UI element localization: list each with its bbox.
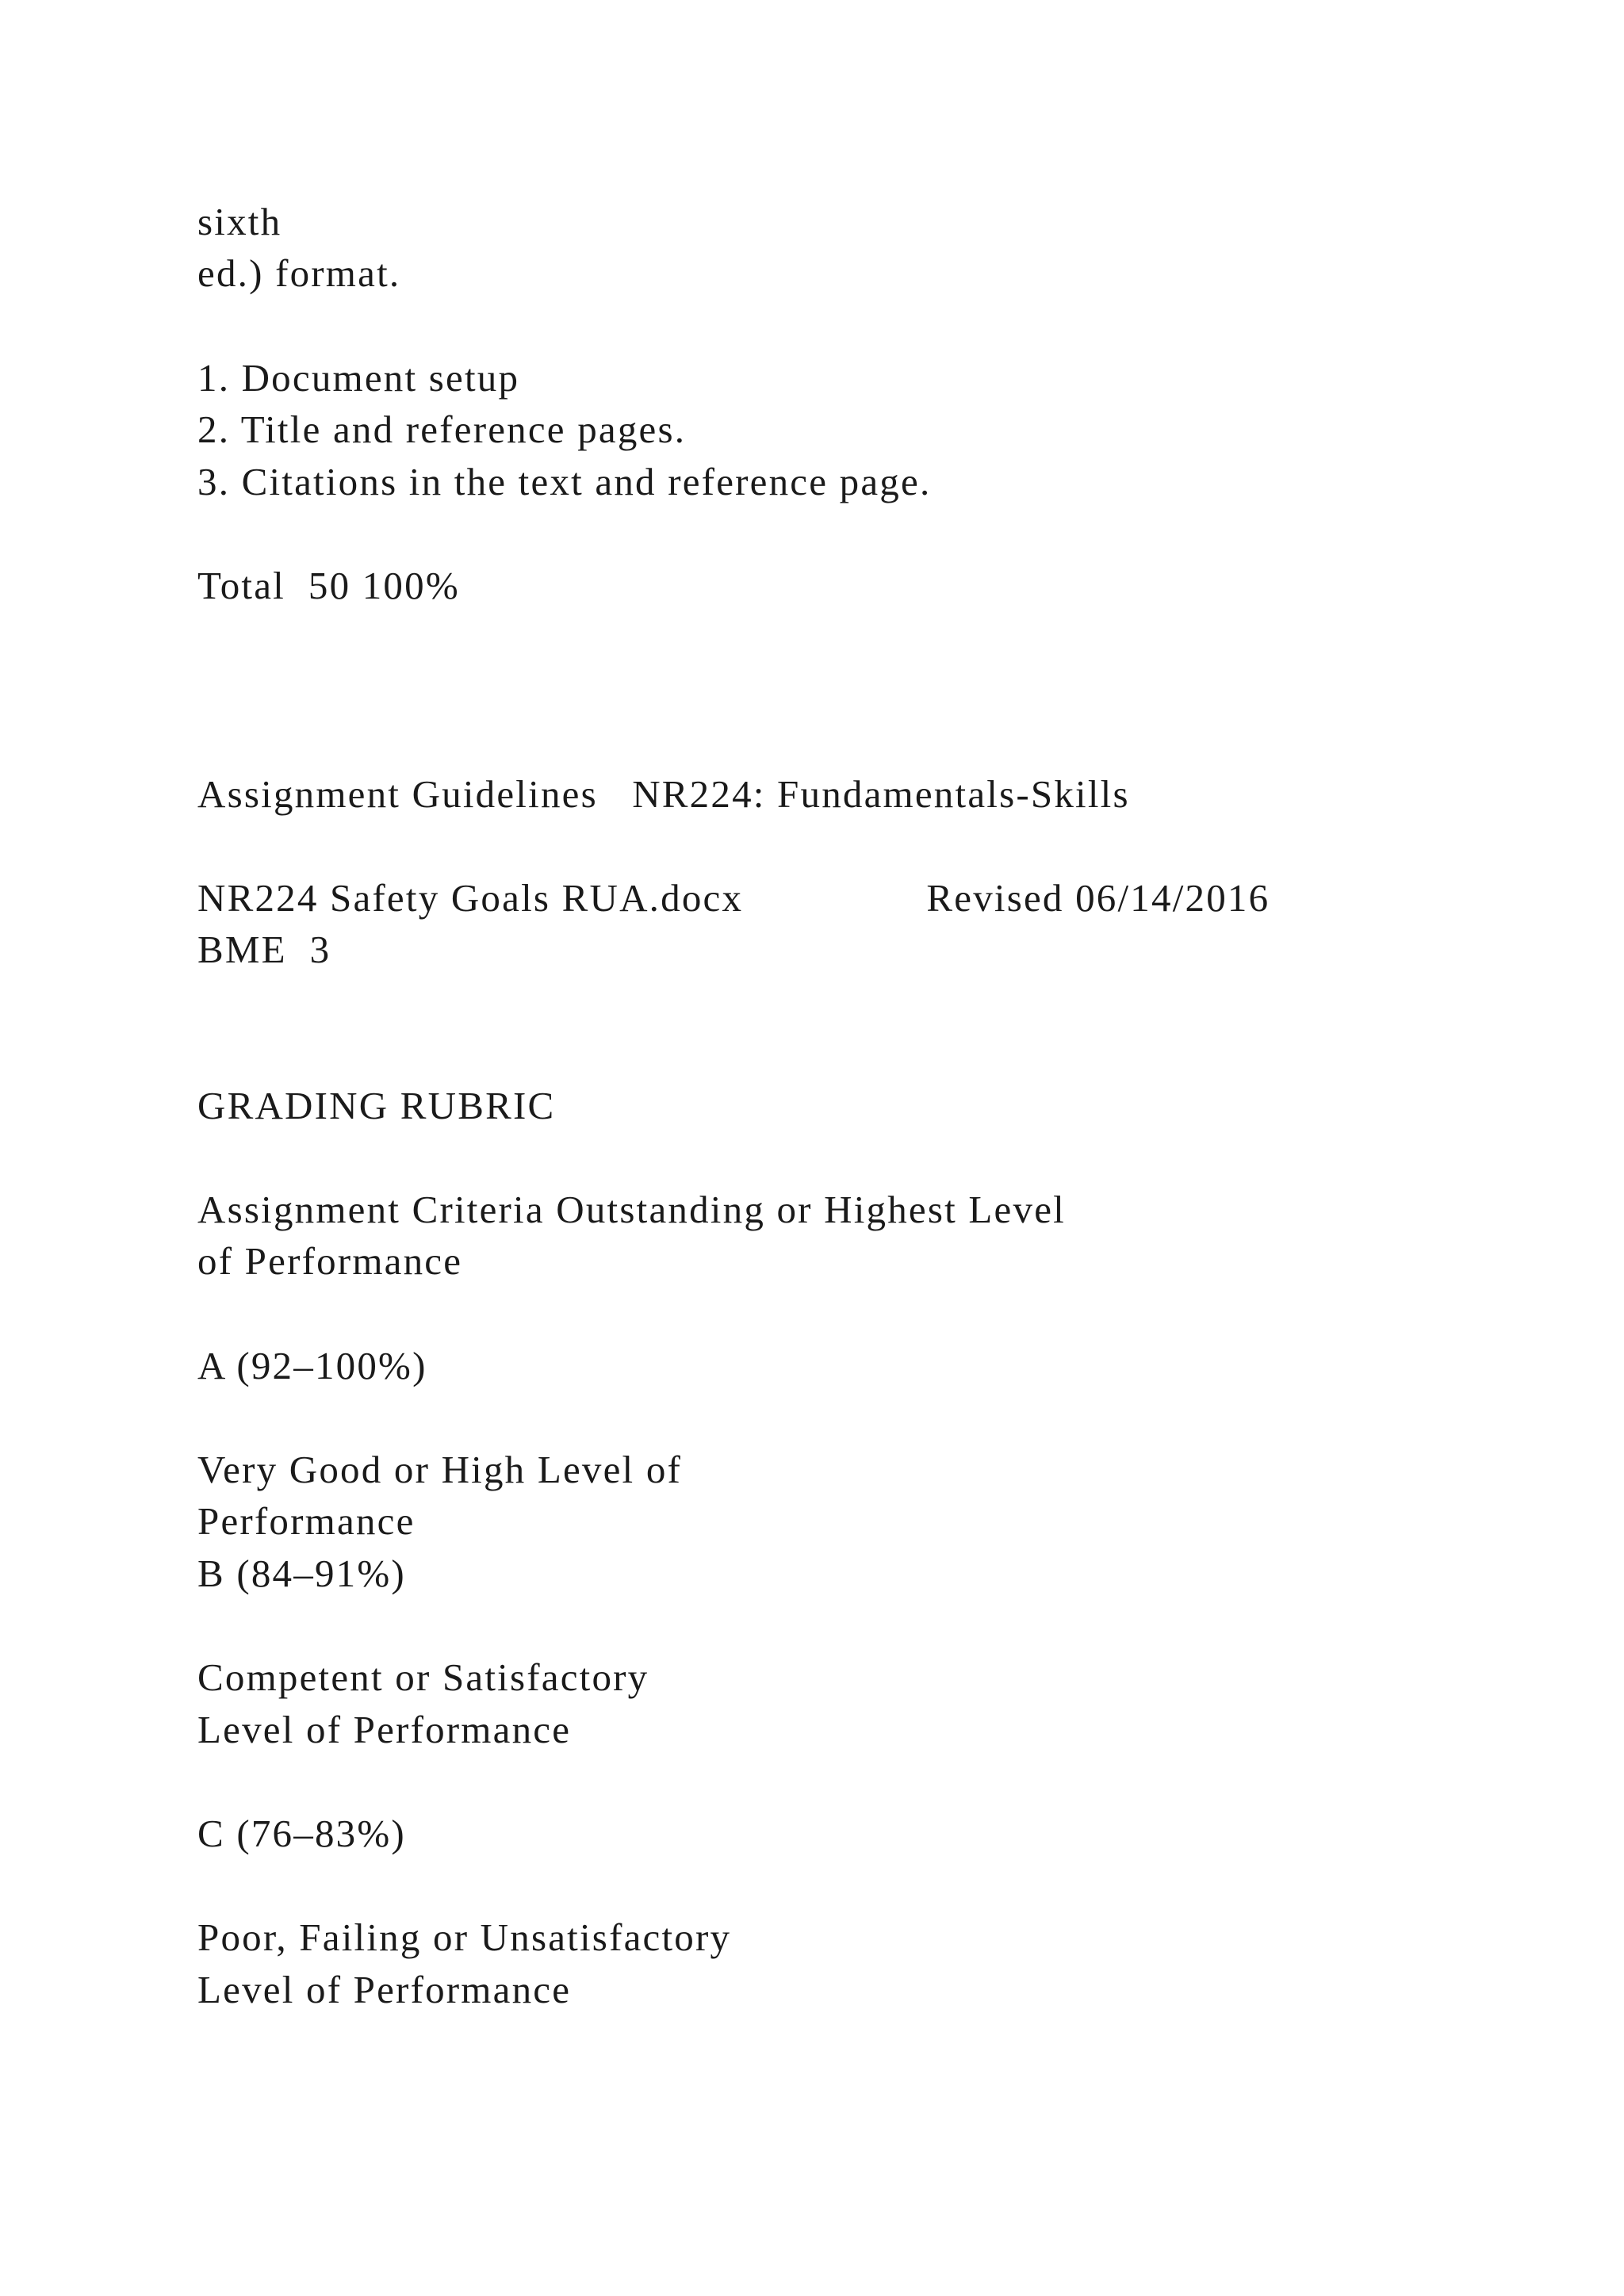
text-line: Level of Performance — [197, 1708, 572, 1751]
list-item-document-setup: 1. Document setup — [197, 356, 520, 400]
text-line: Assignment Criteria Outstanding or Highest Level — [197, 1188, 1066, 1231]
grade-range-a: A (92–100%) — [197, 1344, 427, 1387]
list-item-citations: 3. Citations in the text and reference page. — [197, 460, 932, 503]
text-line: of Performance — [197, 1239, 463, 1283]
text-line: ed.) format. — [197, 251, 401, 295]
text-line: Poor, Failing or Unsatisfactory — [197, 1915, 732, 1959]
text-line: sixth — [197, 200, 282, 243]
section-heading: GRADING RUBRIC — [197, 1084, 556, 1127]
text-line: Level of Performance — [197, 1968, 572, 2011]
filename-revised-line: NR224 Safety Goals RUA.docx Revised 06/14/2016 — [197, 876, 1270, 920]
text-line: Very Good or High Level of — [197, 1448, 683, 1491]
bme-page-line: BME 3 — [197, 928, 331, 971]
grade-range-c: C (76–83%) — [197, 1812, 406, 1855]
grade-range-b: B (84–91%) — [197, 1552, 406, 1595]
list-item-title-reference: 2. Title and reference pages. — [197, 408, 687, 451]
text-line: Performance — [197, 1499, 416, 1543]
text-line: Competent or Satisfactory — [197, 1655, 649, 1699]
total-line: Total 50 100% — [197, 564, 460, 607]
footer-header-line: Assignment Guidelines NR224: Fundamentals-Skills — [197, 772, 1130, 816]
